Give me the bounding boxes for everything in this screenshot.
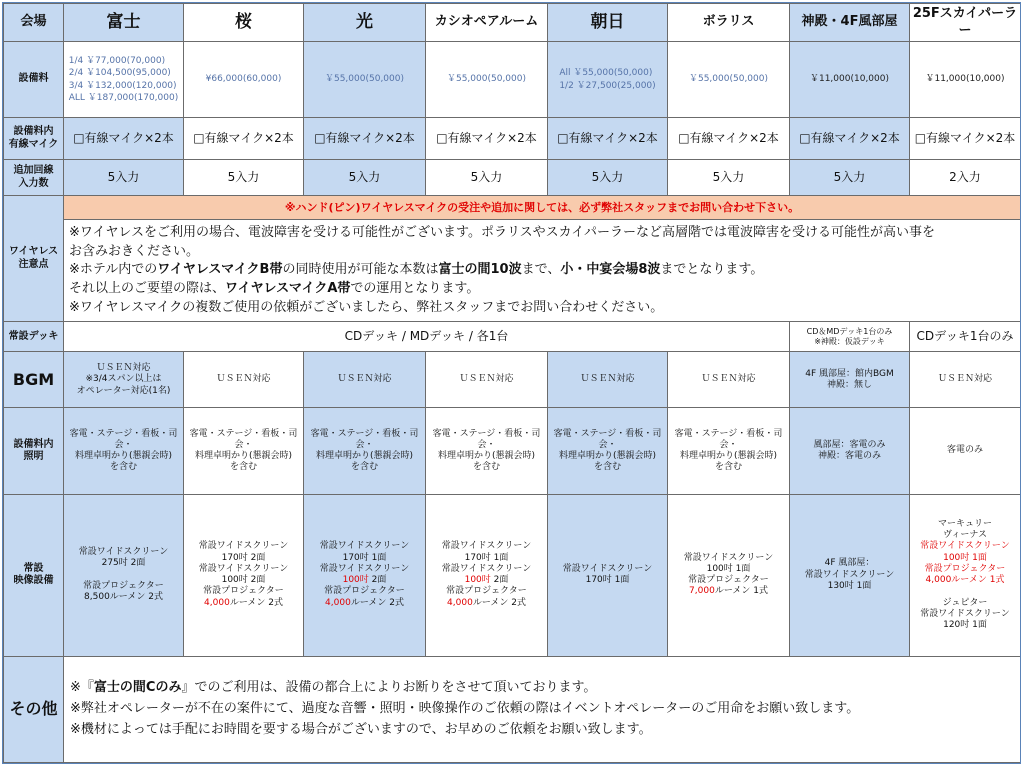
- equipment-table: [3, 3, 1021, 763]
- mic-polaris: □有線マイク×2本: [668, 118, 790, 160]
- deck-main: CDデッキ / MDデッキ / 各1台: [64, 322, 790, 352]
- lines-polaris: 5入力: [668, 160, 790, 196]
- other-notes: ※『富士の間Cのみ』でのご利用は、設備の都合上によりお断りをさせて頂いております。 ※弊社オペレーターが不在の案件にて、過度な音響・照明・映像操作のご依頼の際はイベントオペレーターのご用命をお願い致します。 ※機材によっては手配にお時間を要する場合がございますので、お早めのご依頼をお願い致します。: [64, 656, 1021, 762]
- row-label-mic: 設備料内 有線マイク: [4, 118, 64, 160]
- video-shinden: 4F 風部屋： 常設ワイドスクリーン 130吋 1面: [790, 494, 910, 656]
- bgm-sky: ＵＳＥＮ対応: [910, 352, 1021, 408]
- lighting-shinden: 風部屋：客電のみ 神殿：客電のみ: [790, 408, 910, 494]
- venue-shinden: 神殿・4F風部屋: [790, 4, 910, 42]
- video-hikari: 常設ワイドスクリーン 170吋 1面 常設ワイドスクリーン 100吋 2面 常設プロジェクター 4,000ルーメン 2式: [304, 494, 426, 656]
- mic-row: [4, 118, 1021, 160]
- venue-polaris: ボラリス: [668, 4, 790, 42]
- bgm-row: [4, 352, 1021, 408]
- lighting-polaris: 客電・ステージ・看板・司 会・ 料理卓明かり(懇親会時) を含む: [668, 408, 790, 494]
- fee-fuji-2: 2/4 ￥104,500(95,000): [68, 68, 171, 79]
- lighting-hikari: 客電・ステージ・看板・司 会・ 料理卓明かり(懇親会時) を含む: [304, 408, 426, 494]
- lines-cassiopeia: 5入力: [426, 160, 548, 196]
- fee-polaris: ￥55,000(50,000): [668, 42, 790, 118]
- video-fuji: 常設ワイドスクリーン 275吋 2面 常設プロジェクター 8,500ルーメン 2式: [64, 494, 184, 656]
- lighting-row: [4, 408, 1021, 494]
- row-label-lines: 追加回線 入力数: [4, 160, 64, 196]
- bgm-shinden: 4F 風部屋：館内BGM 神殿：無し: [790, 352, 910, 408]
- fee-fuji: [64, 42, 184, 118]
- lines-row: [4, 160, 1021, 196]
- wireless-notes-row: [4, 220, 1021, 322]
- lighting-fuji: 客電・ステージ・看板・司 会・ 料理卓明かり(懇親会時) を含む: [64, 408, 184, 494]
- deck-sky: CDデッキ1台のみ: [910, 322, 1021, 352]
- row-label-fee: 設備料: [4, 42, 64, 118]
- row-label-video: 常設 映像設備: [4, 494, 64, 656]
- mic-hikari: □有線マイク×2本: [304, 118, 426, 160]
- fee-asahi-2: 1/2 ￥27,500(25,000): [559, 80, 656, 91]
- venue-label: 会場: [4, 4, 64, 42]
- fee-hikari: ￥55,000(50,000): [304, 42, 426, 118]
- mic-fuji: □有線マイク×2本: [64, 118, 184, 160]
- lighting-asahi: 客電・ステージ・看板・司 会・ 料理卓明かり(懇親会時) を含む: [548, 408, 668, 494]
- wireless-warning-banner: ※ハンド(ピン)ワイヤレスマイクの受注や追加に関しては、必ず弊社スタッフまでお問い合わせ下さい。: [64, 196, 1021, 220]
- bgm-fuji: ＵＳＥＮ対応 ※3/4スパン以上は オペレーター対応(1名): [64, 352, 184, 408]
- lighting-sakura: 客電・ステージ・看板・司 会・ 料理卓明かり(懇親会時) を含む: [184, 408, 304, 494]
- row-label-wireless: ワイヤレス 注意点: [4, 196, 64, 322]
- row-label-lighting: 設備料内 照明: [4, 408, 64, 494]
- lines-sky: 2入力: [910, 160, 1021, 196]
- fee-sakura: ¥66,000(60,000): [184, 42, 304, 118]
- video-row: [4, 494, 1021, 656]
- deck-shinden: CD＆MDデッキ1台のみ ※神殿：仮設デッキ: [790, 322, 910, 352]
- wireless-notes: ※ワイヤレスをご利用の場合、電波障害を受ける可能性がございます。ポラリスやスカイパーラーなど高層階では電波障害を受ける可能性が高い事を お含みおきください。 ※ホテル内でのワイヤレスマイクB帯の同時使用が可能な本数は富士の間10波まで、小・中宴会場8波までとなります。 それ以上のご要望の際は、ワイヤレスマイクA帯での運用となります。 ※ワイヤレスマイクの複数ご使用の依頼がございましたら、弊社スタッフまでお問い合わせください。: [64, 220, 1021, 322]
- venue-sky: 25Fスカイパーラー: [910, 4, 1021, 42]
- lines-shinden: 5入力: [790, 160, 910, 196]
- fee-fuji-4: ALL ￥187,000(170,000): [68, 92, 179, 103]
- row-label-other: その他: [4, 656, 64, 762]
- venue-cassiopeia: カシオペアルーム: [426, 4, 548, 42]
- video-polaris: 常設ワイドスクリーン 100吋 1面 常設プロジェクター 7,000ルーメン 1式: [668, 494, 790, 656]
- video-sky: マーキュリー ヴィーナス 常設ワイドスクリーン 100吋 1面 常設プロジェクター 4,000ルーメン 1式 ジュピター 常設ワイドスクリーン 120吋 1面: [910, 494, 1021, 656]
- fee-fuji-3: 3/4 ￥132,000(120,000): [68, 80, 177, 91]
- fee-row: [4, 42, 1021, 118]
- venue-hikari: 光: [304, 4, 426, 42]
- row-label-deck: 常設デッキ: [4, 322, 64, 352]
- lines-sakura: 5入力: [184, 160, 304, 196]
- mic-sakura: □有線マイク×2本: [184, 118, 304, 160]
- venue-asahi: 朝日: [548, 4, 668, 42]
- lines-asahi: 5入力: [548, 160, 668, 196]
- video-sakura: 常設ワイドスクリーン 170吋 2面 常設ワイドスクリーン 100吋 2面 常設プロジェクター 4,000ルーメン 2式: [184, 494, 304, 656]
- fee-fuji-1: 1/4 ￥77,000(70,000): [68, 56, 166, 67]
- lighting-cassiopeia: 客電・ステージ・看板・司 会・ 料理卓明かり(懇親会時) を含む: [426, 408, 548, 494]
- fee-asahi: [548, 42, 668, 118]
- mic-asahi: □有線マイク×2本: [548, 118, 668, 160]
- lines-hikari: 5入力: [304, 160, 426, 196]
- fee-sky: ￥11,000(10,000): [910, 42, 1021, 118]
- lighting-sky: 客電のみ: [910, 408, 1021, 494]
- fee-asahi-1: All ￥55,000(50,000): [559, 68, 653, 79]
- row-label-bgm: BGM: [4, 352, 64, 408]
- mic-shinden: □有線マイク×2本: [790, 118, 910, 160]
- bgm-sakura: ＵＳＥＮ対応: [184, 352, 304, 408]
- deck-row: [4, 322, 1021, 352]
- bgm-asahi: ＵＳＥＮ対応: [548, 352, 668, 408]
- venue-header-row: [4, 4, 1021, 42]
- fee-shinden: ￥11,000(10,000): [790, 42, 910, 118]
- lines-fuji: 5入力: [64, 160, 184, 196]
- wireless-banner-row: [4, 196, 1021, 220]
- mic-sky: □有線マイク×2本: [910, 118, 1021, 160]
- venue-sakura: 桜: [184, 4, 304, 42]
- other-row: [4, 656, 1021, 762]
- bgm-hikari: ＵＳＥＮ対応: [304, 352, 426, 408]
- bgm-polaris: ＵＳＥＮ対応: [668, 352, 790, 408]
- video-asahi: 常設ワイドスクリーン 170吋 1面: [548, 494, 668, 656]
- fee-cassiopeia: ￥55,000(50,000): [426, 42, 548, 118]
- equipment-table-frame: [2, 2, 1021, 764]
- video-cassiopeia: 常設ワイドスクリーン 170吋 1面 常設ワイドスクリーン 100吋 2面 常設プロジェクター 4,000ルーメン 2式: [426, 494, 548, 656]
- venue-fuji: 富士: [64, 4, 184, 42]
- bgm-cassiopeia: ＵＳＥＮ対応: [426, 352, 548, 408]
- mic-cassiopeia: □有線マイク×2本: [426, 118, 548, 160]
